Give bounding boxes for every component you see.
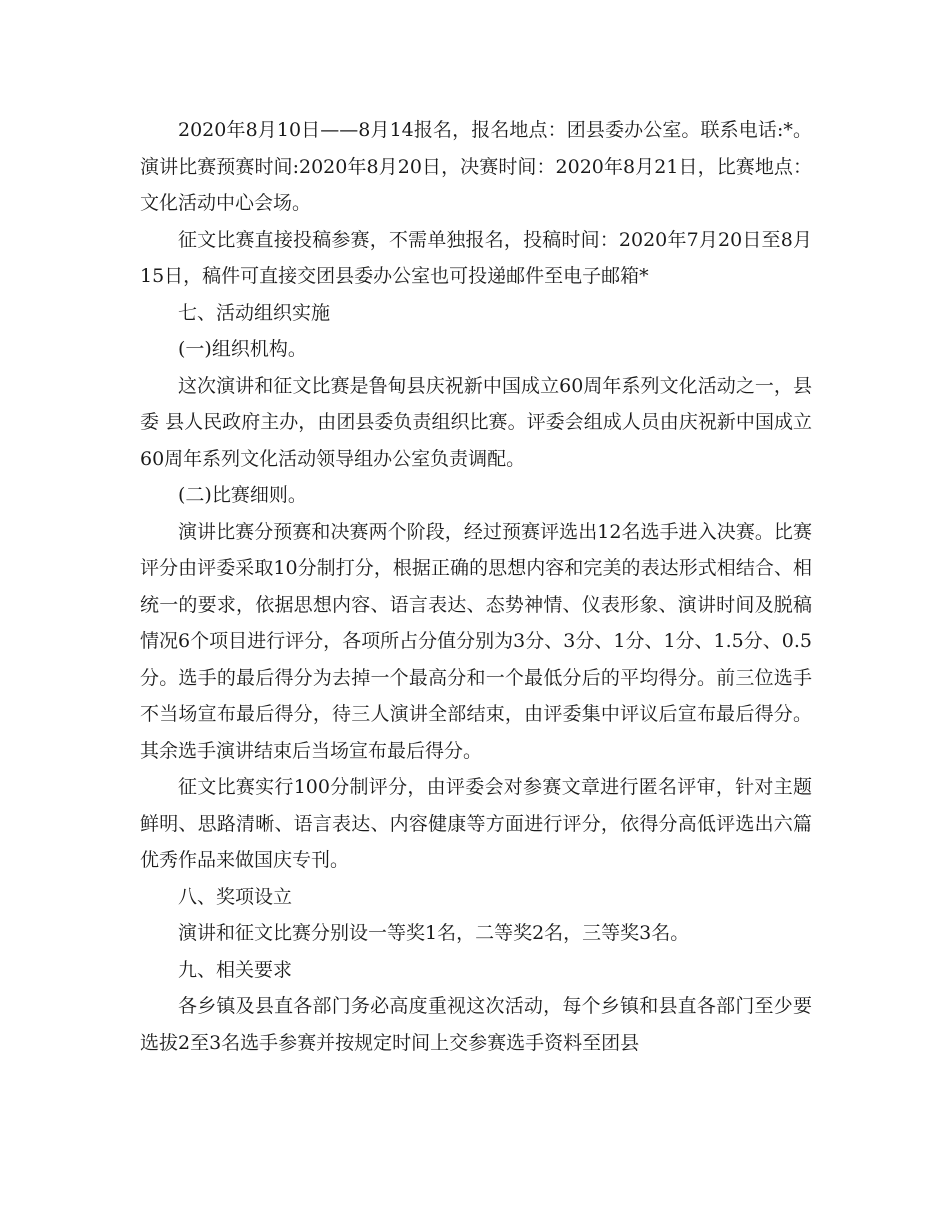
subheading-organization: (一)组织机构。 bbox=[178, 338, 307, 360]
section-heading-implementation: 七、活动组织实施 bbox=[178, 301, 331, 324]
section-heading-awards: 八、奖项设立 bbox=[178, 885, 293, 908]
paragraph-registration: 2020年8月10日——8月14报名，报名地点：团县委办公室。联系电话:*。演讲比赛预赛时间:2020年8月20日，决赛时间：2020年8月21日，比赛地点：文化活动中心会场。 bbox=[140, 119, 812, 214]
section-heading-requirements: 九、相关要求 bbox=[178, 958, 293, 981]
paragraph-requirements: 各乡镇及县直各部门务必高度重视这次活动，每个乡镇和县直各部门至少要选拔2至3名选手参赛并按规定时间上交参赛选手资料至团县 bbox=[140, 995, 812, 1054]
paragraph-essay-rules: 征文比赛实行100分制评分，由评委会对参赛文章进行匿名评审，针对主题鲜明、思路清晰、语言表达、内容健康等方面进行评分，依得分高低评选出六篇优秀作品来做国庆专刊。 bbox=[140, 776, 812, 871]
paragraph-organization: 这次演讲和征文比赛是鲁甸县庆祝新中国成立60周年系列文化活动之一，县委 县人民政府主办，由团县委负责组织比赛。评委会组成人员由庆祝新中国成立60周年系列文化活动领导组办公室负责调配。 bbox=[140, 374, 812, 470]
paragraph-essay-submission: 征文比赛直接投稿参赛，不需单独报名，投稿时间：2020年7月20日至8月15日，稿件可直接交团县委办公室也可投递邮件至电子邮箱* bbox=[140, 228, 812, 287]
document-body bbox=[140, 112, 812, 1061]
paragraph-awards: 演讲和征文比赛分别设一等奖1名，二等奖2名，三等奖3名。 bbox=[178, 922, 690, 944]
subheading-rules: (二)比赛细则。 bbox=[178, 484, 307, 506]
paragraph-speech-rules: 演讲比赛分预赛和决赛两个阶段，经过预赛评选出12名选手进入决赛。比赛评分由评委采取10分制打分，根据正确的思想内容和完美的表达形式相结合、相统一的要求，依据思想内容、语言表达、态势神情、仪表形象、演讲时间及脱稿情况6个项目进行评分，各项所占分值分别为3分、3分、1分、1分、1.5分、0.5分。选手的最后得分为去掉一个最高分和一个最低分后的平均得分。前三位选手不当场宣布最后得分，待三人演讲全部结束，由评委集中评议后宣布最后得分。其余选手演讲结束后当场宣布最后得分。 bbox=[140, 520, 812, 762]
